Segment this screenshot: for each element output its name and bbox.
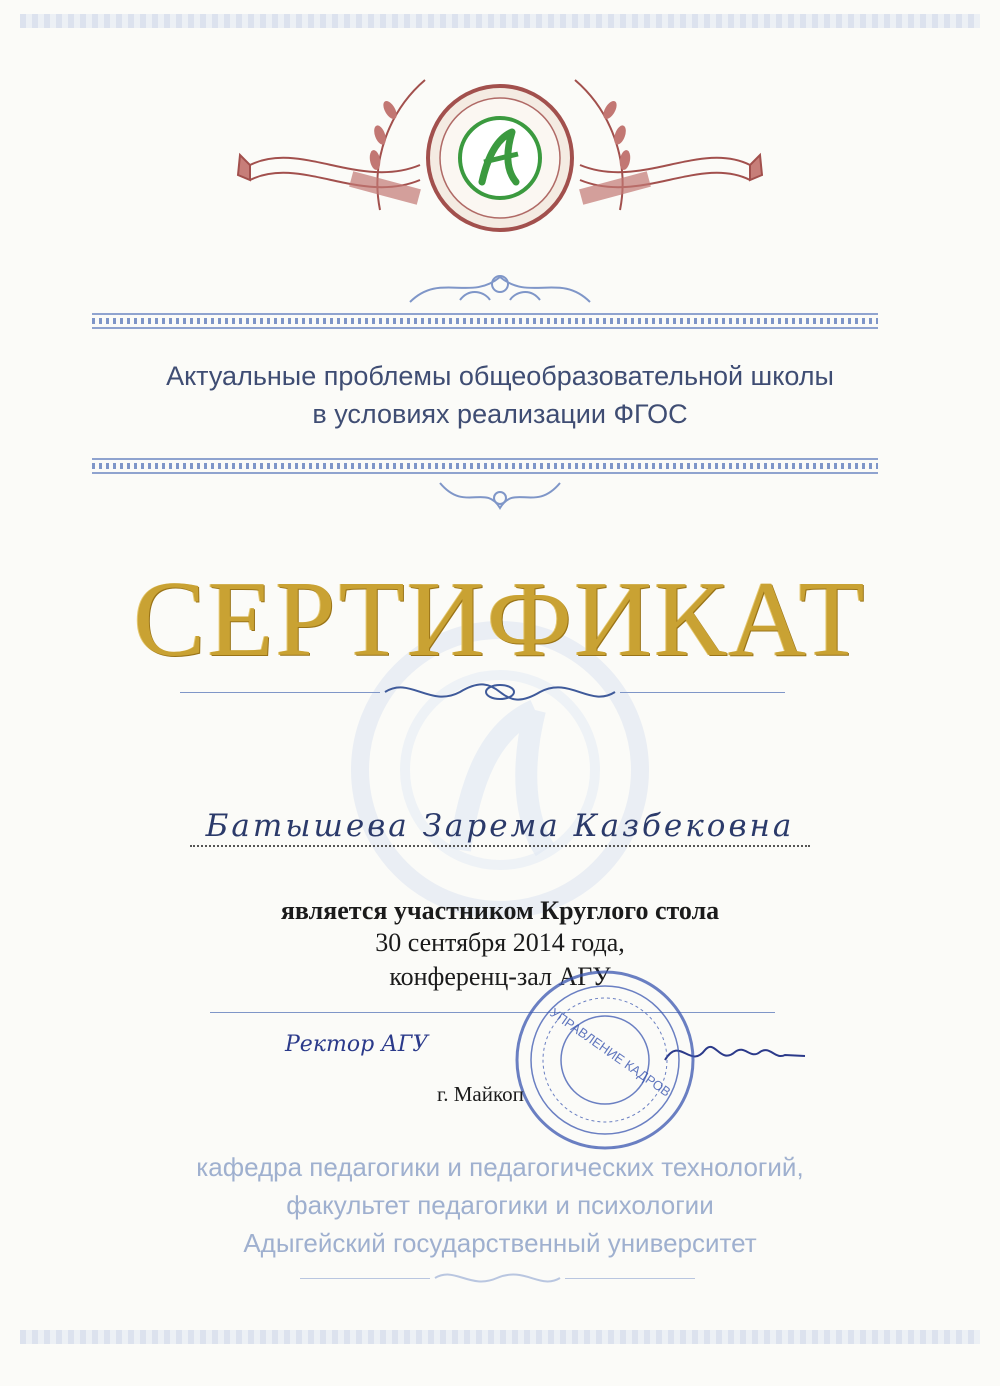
top-border [20,14,980,28]
stamp-center-text: УПРАВЛЕНИЕ КАДРОВ [547,1004,674,1100]
city: г. Майкоп [437,1082,524,1106]
ornament-flourish-pendant [430,478,570,518]
certificate-title: СЕРТИФИКАТ [133,560,867,679]
ornament-band-bottom [92,455,878,477]
event-date: 30 сентября 2014 года, [375,928,625,957]
ornament-flourish-top [400,262,600,310]
organization [0,1148,1000,1262]
official-stamp [510,965,700,1155]
event-title [0,357,1000,433]
recipient-dotted-line [190,845,810,847]
ornament-band-top [92,310,878,332]
footer-divider-right [565,1278,695,1279]
footer-divider-left [300,1278,430,1279]
bottom-border [20,1330,980,1344]
divider-left [180,692,380,693]
rector-signature-label: Ректор АГУ [285,1032,429,1057]
participation-text: является участником Круглого стола [280,896,720,925]
emblem-logo [230,70,770,245]
event-venue: конференц-зал АГУ [389,962,611,991]
footer-flourish [430,1266,565,1290]
divider-right [620,692,785,693]
organization-department: кафедра педагогики и педагогических технологий, [196,1152,804,1182]
divider-flourish [380,674,620,710]
event-title-line1: Актуальные проблемы общеобразовательной школы [166,361,834,391]
organization-faculty: факультет педагогики и психологии [286,1190,714,1220]
event-title-line2: в условиях реализации ФГОС [312,399,688,429]
recipient-name: Батышева Зарема Казбековна [205,808,795,844]
organization-university: Адыгейский государственный университет [243,1228,757,1258]
